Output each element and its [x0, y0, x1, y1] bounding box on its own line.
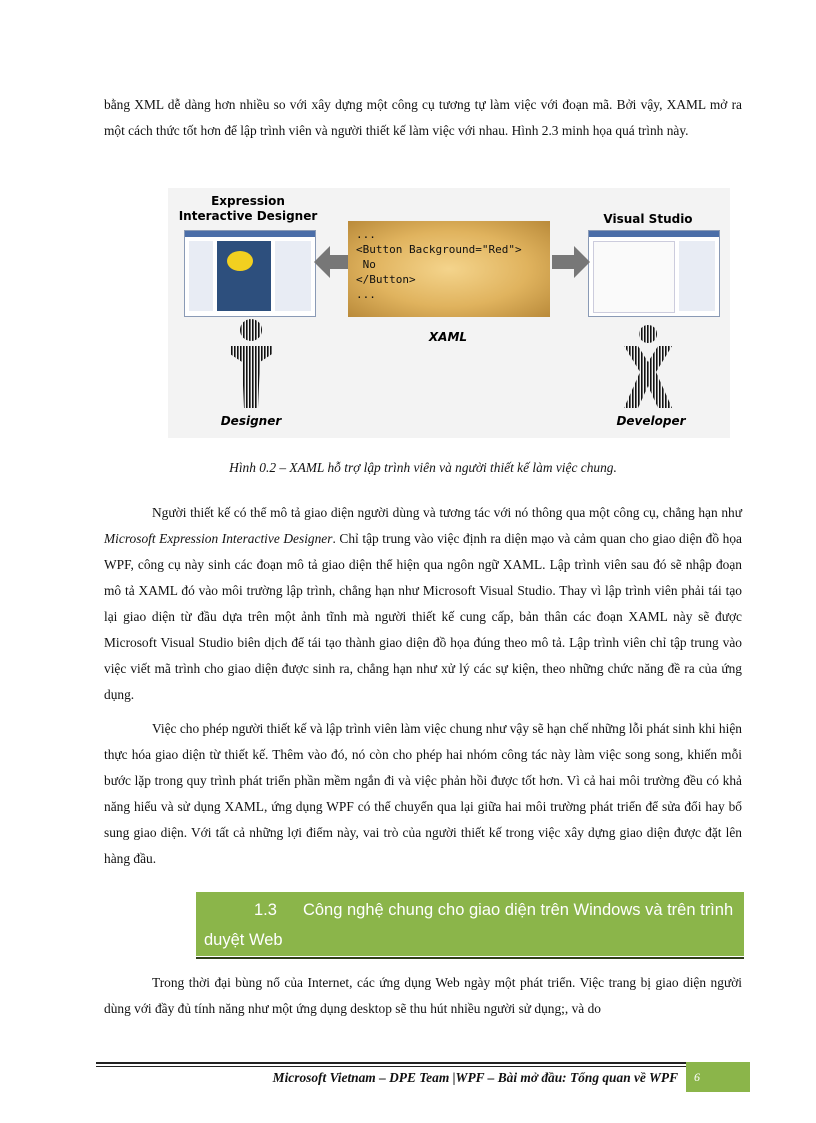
paragraph-text: . Chỉ tập trung vào việc định ra diện mạo và cảm quan cho giao diện đồ họa WPF, công cụ này sinh các đoạn mô tả giao diện thể hiện qua ngôn ngữ XAML. Lập trình viên sau đó sẽ nhập đoạn mô tả XAML đó vào môi trường lập trình, chẳng hạn như Microsoft Visual Studio. Thay vì lập trình viên phải tái tạo lại giao diện từ đầu dựa trên một ảnh tĩnh mà người thiết kế cung cấp, bản thân các đoạn XAML này sẽ được Microsoft Visual Studio biên dịch để tái tạo thành giao diện đồ họa đúng theo mô tả. Lập trình viên chỉ tập trung vào việc viết mã trình cho giao diện được sinh ra, chẳng hạn như xử lý các sự kiện, theo những chức năng đề ra của ứng dụng.: [104, 531, 743, 702]
left-tool-title-line2: Interactive Designer: [178, 209, 318, 223]
code-line: ...: [356, 288, 376, 301]
footer-text: Microsoft Vietnam – DPE Team |WPF – Bài mở đầu: Tổng quan về WPF: [272, 1070, 678, 1085]
left-tool-title-line1: Expression: [211, 194, 285, 208]
xaml-code-box: [348, 221, 550, 317]
developer-person-icon: [620, 324, 676, 410]
arrow-right-icon: [550, 244, 590, 280]
developer-label: Developer: [616, 414, 686, 428]
paragraph-designer-tool: [104, 500, 742, 708]
designer-person-icon: [228, 318, 274, 410]
xaml-workflow-figure: [168, 188, 730, 438]
footer-divider: [96, 1062, 688, 1064]
page-number: 6: [686, 1062, 750, 1092]
designer-label: Designer: [220, 414, 282, 428]
visual-studio-screenshot: [588, 230, 720, 317]
paragraph-intro: bằng XML dễ dàng hơn nhiều so với xây dựng một công cụ tương tự làm việc với đoạn mã. Bởi vậy, XAML mở ra một cách thức tốt hơn để lập trình viên và người thiết kế làm việc với nhau. Hình 2.3 minh họa quá trình này.: [104, 97, 742, 138]
right-tool-title: Visual Studio: [603, 212, 693, 226]
xaml-label: XAML: [428, 330, 468, 344]
code-line: <Button Background="Red">: [356, 243, 522, 256]
code-line: </Button>: [356, 273, 416, 286]
paragraph-text: Người thiết kế có thể mô tả giao diện người dùng và tương tác với nó thông qua một công cụ, chẳng hạn như: [152, 505, 742, 520]
section-number: 1.3: [254, 901, 277, 919]
product-name: Microsoft Expression Interactive Designer: [104, 531, 333, 546]
left-tool-title: [168, 194, 328, 224]
paragraph-collaboration: Việc cho phép người thiết kế và lập trình viên làm việc chung như vậy sẽ hạn chế những lỗi phát sinh khi hiện thực hóa giao diện từ thiết kế. Thêm vào đó, nó còn cho phép hai nhóm công tác này làm việc song song, khiến mỗi bước lặp trong quy trình phát triển phần mềm ngắn đi và việc phản hồi được tốt hơn. Vì cả hai môi trường đều có khả năng hiểu và sử dụng XAML, ứng dụng WPF có thể chuyển qua lại giữa hai môi trường phát triển để sửa đổi hay bổ sung giao diện. Với tất cả những lợi điểm này, vai trò của người thiết kế trong việc xây dựng giao diện được đặt lên hàng đầu.: [104, 721, 742, 866]
paragraph-internet: Trong thời đại bùng nổ của Internet, các ứng dụng Web ngày một phát triển. Việc trang bị giao diện người dùng với đầy đủ tính năng như một ứng dụng desktop sẽ thu hút nhiều người sử dụng;, và do: [104, 975, 742, 1016]
section-title: Công nghệ chung cho giao diện trên Windows và trên trình duyệt Web: [204, 901, 734, 949]
designer-tool-screenshot: [184, 230, 316, 317]
figure-caption: Hình 0.2 – XAML hỗ trợ lập trình viên và người thiết kế làm việc chung.: [229, 460, 617, 475]
footer-divider: [96, 1066, 688, 1067]
code-line: No: [356, 258, 376, 271]
section-heading: [196, 892, 744, 956]
heading-underline: [196, 957, 744, 959]
code-line: ...: [356, 228, 376, 241]
